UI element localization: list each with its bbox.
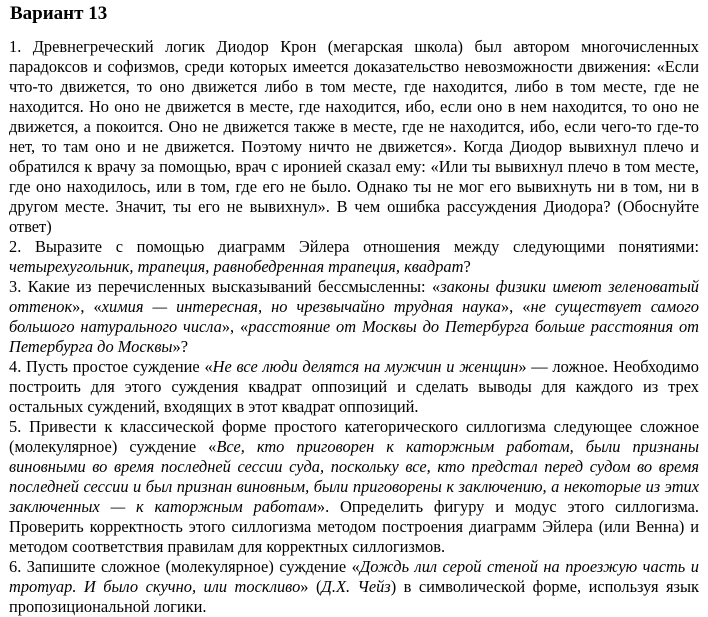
task-text: ? — [463, 257, 471, 276]
task-italic-text: Дождь лил серой стеной на проезжую часть и тротуар. И было скучно, или тоскливо — [9, 557, 699, 596]
task-text: 4. Пусть простое суждение « — [9, 357, 213, 376]
task-text: 6. Запишите сложное (молекулярное) суждение « — [9, 557, 360, 576]
task-text: ». Определить фигуру и модус этого силлогизма. Проверить корректность этого силлогизма методом построения диаграмм Эйлера (или Венна) и методом соответствия правилам для корректных силлогизмов. — [9, 497, 699, 556]
task-1 — [9, 37, 699, 237]
task-text: 2. Выразите с помощью диаграмм Эйлера отношения между следующими понятиями: — [9, 237, 699, 256]
task-4 — [9, 357, 699, 417]
task-text: » ( — [300, 577, 322, 596]
task-italic-text: Не все люди делятся на мужчин и женщин — [212, 357, 519, 376]
task-italic-text: химия — интересная, но чрезвычайно трудная наука — [101, 297, 501, 316]
task-text: », « — [221, 317, 249, 336]
task-italic-text: четырехугольник, трапеция, равнобедренная трапеция, квадрат — [9, 257, 464, 276]
page-title: Вариант 13 — [10, 3, 108, 24]
task-3 — [9, 277, 699, 357]
task-italic-text: Д.Х. Чейз — [321, 577, 391, 596]
task-6 — [9, 557, 699, 617]
task-text: »? — [172, 337, 189, 356]
task-text: 3. Какие из перечисленных высказываний бессмысленны: « — [9, 277, 441, 296]
task-italic-text: законы физики имеют зеленоватый оттенок — [9, 277, 699, 316]
task-list — [9, 37, 699, 617]
task-text: ) в символической форме, используя язык пропозициональной логики. — [9, 577, 699, 616]
task-italic-text: Все, кто приговорен к каторжным работам, были признаны виновными во время последней сессии суда, поскольку все, кто предстал перед судом во время последней сессии и был признан виновным, были приговорены к заключению, а некоторые из этих заключенных — к каторжным работам — [9, 437, 699, 516]
task-italic-text: расстояние от Москвы до Петербурга больше расстояния от Петербурга до Москвы — [9, 317, 699, 356]
task-text: », « — [72, 297, 102, 316]
task-text: 5. Привести к классической форме простого категорического силлогизма следующее сложное (молекулярное) суждение « — [9, 417, 699, 456]
task-2 — [9, 237, 699, 277]
task-italic-text: не существует самого большого натурального числа — [9, 297, 699, 336]
task-text: » — ложное. Необходимо построить для этого суждения квадрат оппозиций и сделать выводы для каждого из трех остальных суждений, входящих в этот квадрат оппозиций. — [9, 357, 699, 416]
task-text: 1. Древнегреческий логик Диодор Крон (мегарская школа) был автором многочисленных парадоксов и софизмов, среди которых имеется доказательство невозможности движения: «Если что-то движется, то оно движется либо в том месте, где находится, либо в том месте, где не находится. Но оно не движется в месте, где находится, ибо, если оно в нем находится, то оно не движется, а покоится. Оно не движется также в месте, где не находится, ибо, если чего-то где-то нет, то там оно и не движется. Поэтому ничто не движется». Когда Диодор вывихнул плечо и обратился к врачу за помощью, врач с иронией сказал ему: «Или ты вывихнул плечо в том месте, где оно находилось, или в том, где его не было. Однако ты не мог его вывихнуть ни в том, ни в другом месте. Значит, ты его не вывихнул». В чем ошибка рассуждения Диодора? (Обоснуйте ответ) — [9, 37, 699, 236]
task-5 — [9, 417, 699, 557]
task-text: », « — [500, 297, 531, 316]
